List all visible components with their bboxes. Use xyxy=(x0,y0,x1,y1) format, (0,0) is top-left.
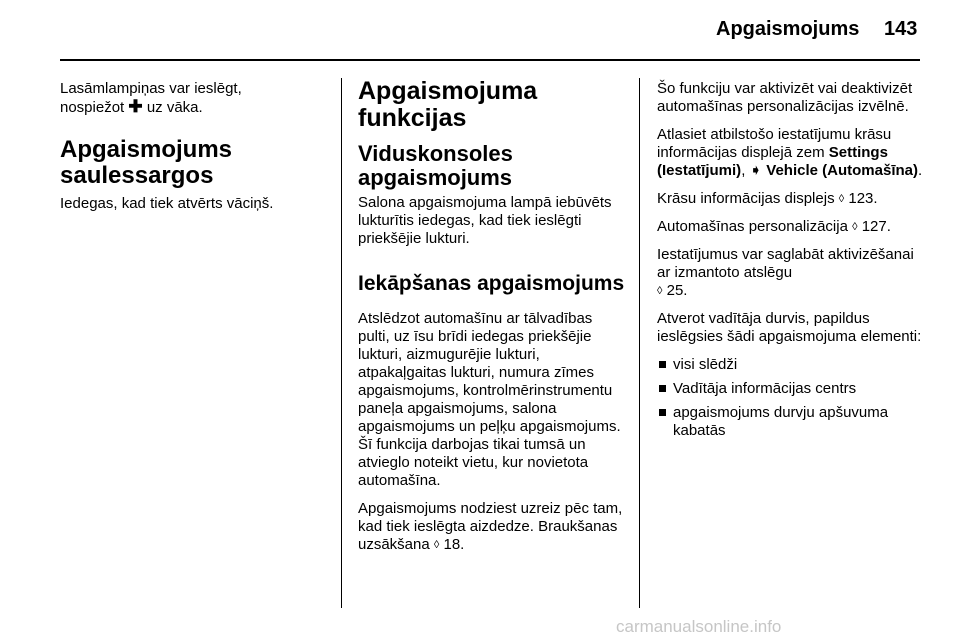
subheading-entry-lighting: Iekāpšanas apgaismojums xyxy=(358,272,625,295)
bullet-square-icon xyxy=(659,361,666,368)
settings-text: Atlasiet atbilstošo iestatījumu krāsu informācijas displejā zem xyxy=(657,126,892,161)
column-1 xyxy=(60,80,330,223)
intro-paragraph xyxy=(60,80,330,117)
list-item-text: visi slēdži xyxy=(673,356,738,373)
reference-arrow-icon: ◊ xyxy=(657,285,663,297)
door-open-paragraph: Atverot vadītāja durvis, papildus ieslēgsies šādi apgaismojuma elementi: xyxy=(657,310,922,345)
sunvisor-paragraph: Iedegas, kad tiek atvērts vāciņš. xyxy=(60,195,274,212)
page-reference[interactable]: 127. xyxy=(861,218,891,235)
column-divider-1 xyxy=(341,78,342,608)
display-reference xyxy=(657,190,925,208)
key-memory-paragraph xyxy=(657,246,925,300)
reference-arrow-icon: ◊ xyxy=(852,221,858,233)
bullet-square-icon xyxy=(659,409,666,416)
intro-line-2-end: uz vāka. xyxy=(146,99,203,116)
list-item xyxy=(657,380,925,398)
vehicle-menu-label: Vehicle (Automašīna) xyxy=(766,162,918,179)
menu-arrow-icon: ➧ xyxy=(749,162,763,179)
column-3 xyxy=(657,80,925,446)
column-divider-2 xyxy=(639,78,640,608)
list-item xyxy=(657,356,925,374)
activation-paragraph: Šo funkciju var aktivizēt vai deaktivizēt automašīnas personalizācijas izvēlnē. xyxy=(657,80,913,115)
intro-line-1: Lasāmlampiņas var ieslēgt, xyxy=(60,80,242,97)
header-title: Apgaismojums xyxy=(716,18,860,40)
section-heading-sunvisor: Apgaismojums saulessargos xyxy=(60,136,233,189)
header-rule xyxy=(60,59,920,61)
settings-paragraph xyxy=(657,126,925,180)
console-light-paragraph: Salona apgaismojuma lampā iebūvēts lukturītis iedegas, kad tiek ieslēgti priekšējie lukturi. xyxy=(358,194,612,247)
bullet-square-icon xyxy=(659,385,666,392)
page-number: 143 xyxy=(884,18,918,40)
subheading-console-light: Viduskonsoles apgaismojums xyxy=(358,141,513,190)
reference-arrow-icon: ◊ xyxy=(838,193,845,205)
section-heading-functions: Apgaismojuma funkcijas xyxy=(358,77,538,132)
list-item-text: apgaismojums durvju apšuvuma kabatās xyxy=(673,404,889,439)
lights-off-paragraph xyxy=(358,500,626,554)
list-item-text: Vadītāja informācijas centrs xyxy=(673,380,857,397)
separator: , xyxy=(741,162,746,179)
key-memory-text: Iestatījumus var saglabāt aktivizēšanai ar izmantoto atslēgu xyxy=(657,246,914,281)
display-reference-text: Krāsu informācijas displejs xyxy=(657,190,835,207)
intro-line-2: nospiežot xyxy=(60,99,125,116)
list-item xyxy=(657,404,925,440)
lights-off-text: Apgaismojums nodziest uzreiz pēc tam, kad tiek ieslēgta aizdedze. Braukšanas uzsākšana xyxy=(358,500,623,553)
page-reference[interactable]: 18. xyxy=(443,536,465,553)
personalization-reference-text: Automašīnas personalizācija xyxy=(657,218,848,235)
page-reference[interactable]: 123. xyxy=(848,190,878,207)
personalization-reference xyxy=(657,218,925,236)
plus-icon: ✚ xyxy=(128,97,143,116)
entry-lighting-paragraph: Atslēdzot automašīnu ar tālvadības pulti, uz īsu brīdi iedegas priekšējie lukturi, aizmugurējie lukturi, atpakaļgaitas lukturi, numura zīmes apgaismojums, kontrolmērinstrumentu paneļa apgaismojums, salona apgaismojums un peļķu apgaismojums. Šī funkcija darbojas tikai tumsā un atvieglo noteikt vietu, kur novietota automašīna. xyxy=(358,310,621,489)
watermark: carmanualsonline.info xyxy=(616,617,782,636)
column-2 xyxy=(358,78,626,564)
reference-arrow-icon: ◊ xyxy=(433,539,440,551)
page-reference[interactable]: 25. xyxy=(666,282,688,299)
settings-menu-label: Settings (Iestatījumi) xyxy=(657,144,888,179)
lighting-elements-list xyxy=(657,356,925,440)
period: . xyxy=(918,162,923,179)
